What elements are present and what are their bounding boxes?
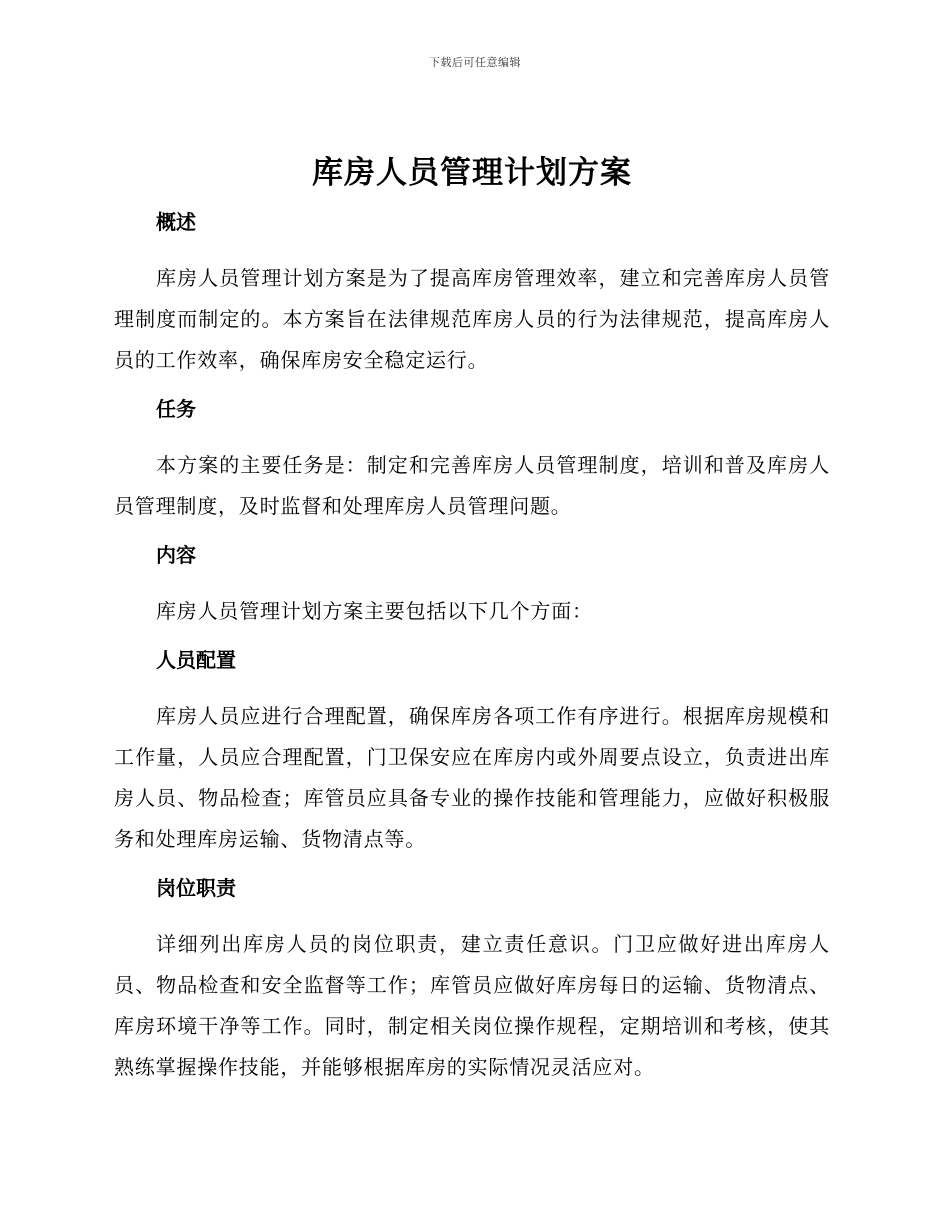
section-heading-staffing: 人员配置 — [156, 648, 236, 672]
section-paragraph-responsibilities: 详细列出库房人员的岗位职责，建立责任意识。门卫应做好进出库房人员、物品检查和安全监督等工作；库管员应做好库房每日的运输、货物清点、库房环境干净等工作。同时，制定相关岗位操作规程，定期培训和考核，使其熟练掌握操作技能，并能够根据库房的实际情况灵活应对。 — [114, 932, 830, 1079]
section-heading-overview: 概述 — [156, 210, 196, 234]
document-title: 库房人员管理计划方案 — [312, 155, 632, 191]
section-paragraph-content: 库房人员管理计划方案主要包括以下几个方面： — [156, 599, 593, 623]
section-paragraph-staffing: 库房人员应进行合理配置，确保库房各项工作有序进行。根据库房规模和工作量，人员应合理配置，门卫保安应在库房内或外周要点设立，负责进出库房人员、物品检查；库管员应具备专业的操作技能和管理能力，应做好积极服务和处理库房运输、货物清点等。 — [114, 704, 830, 851]
header-note: 下载后可任意编辑 — [429, 56, 521, 69]
section-paragraph-tasks: 本方案的主要任务是：制定和完善库房人员管理制度，培训和普及库房人员管理制度，及时监督和处理库房人员管理问题。 — [114, 453, 830, 518]
section-paragraph-overview: 库房人员管理计划方案是为了提高库房管理效率，建立和完善库房人员管理制度而制定的。本方案旨在法律规范库房人员的行为法律规范，提高库房人员的工作效率，确保库房安全稳定运行。 — [114, 266, 830, 372]
section-heading-tasks: 任务 — [156, 397, 196, 421]
document-body — [114, 150, 830, 1102]
section-heading-responsibilities: 岗位职责 — [156, 876, 236, 900]
section-heading-content: 内容 — [156, 543, 196, 567]
